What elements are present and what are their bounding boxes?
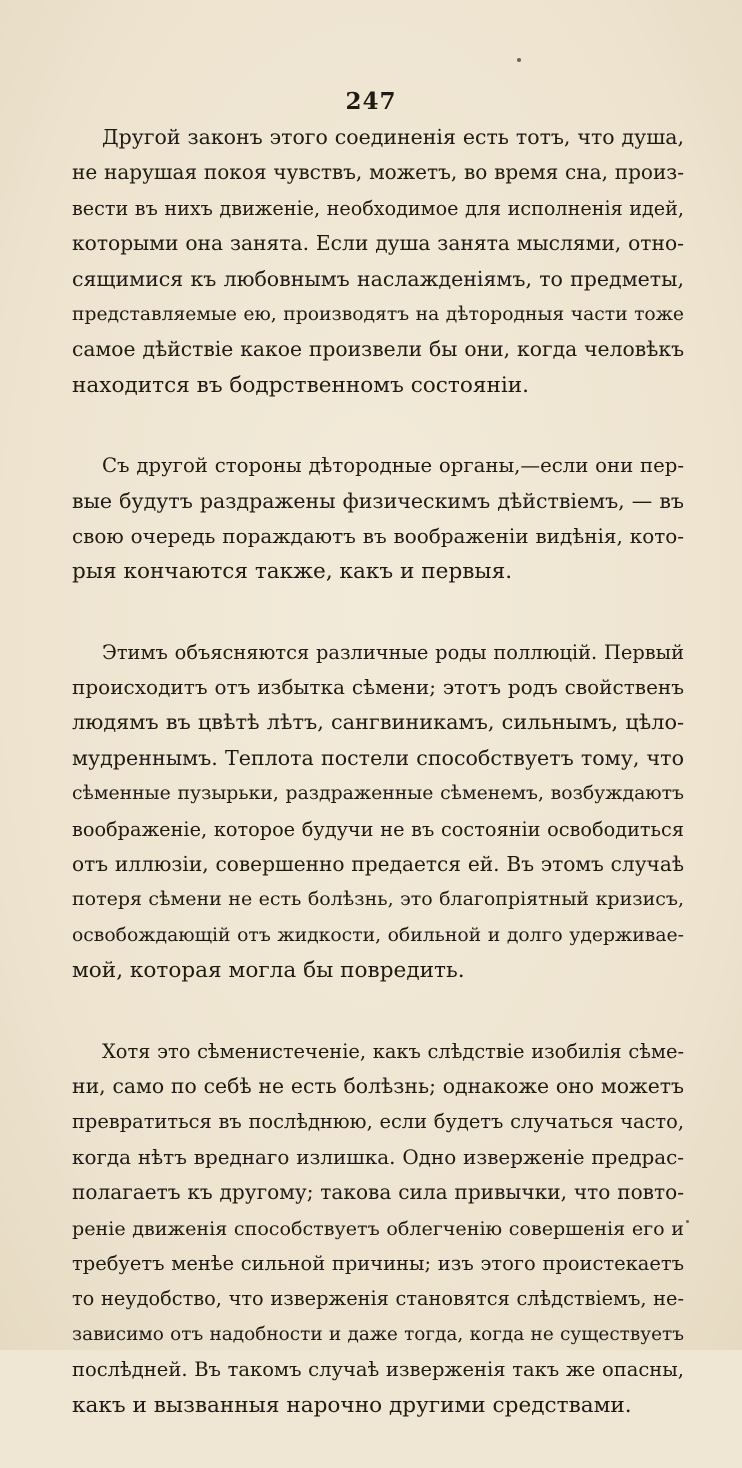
text-line: находится въ бодрственномъ состояніи. bbox=[72, 372, 530, 398]
text-line: когда нѣтъ вреднаго излишка. Одно изверженіе предрас- bbox=[72, 1145, 684, 1169]
text-line: превратиться въ послѣднюю, если будетъ случаться часто, bbox=[72, 1110, 684, 1134]
text-line: вести въ нихъ движеніе, необходимое для исполненія идей, bbox=[72, 196, 684, 220]
text-line: мудреннымъ. Теплота постели способствуетъ тому, что bbox=[72, 745, 684, 770]
text-line: людямъ въ цвѣтѣ лѣтъ, сангвиникамъ, сильнымъ, цѣло- bbox=[72, 710, 684, 735]
text-line: сящимися къ любовнымъ наслажденіямъ, то предметы, bbox=[72, 266, 684, 291]
text-line: мой, которая могла бы повредить. bbox=[72, 958, 465, 984]
text-line: происходитъ отъ избытка сѣмени; этотъ родъ свойственъ bbox=[72, 675, 684, 700]
page-body bbox=[72, 120, 684, 1468]
text-line: Этимъ объясняются различные роды поллюцій. Первый bbox=[102, 640, 684, 664]
text-line: какъ и вызванныя нарочно другими средствами. bbox=[72, 1392, 632, 1418]
paragraph-3 bbox=[72, 635, 684, 989]
text-line: потеря сѣмени не есть болѣзнь, это благопріятный кризисъ, bbox=[72, 888, 684, 911]
text-line: представляемые ею, производятъ на дѣтородныя части тоже bbox=[72, 303, 684, 325]
text-line: Другой законъ этого соединенія есть тотъ, что душа, bbox=[102, 125, 684, 149]
text-line: зависимо отъ надобности и даже тогда, когда не существуетъ bbox=[72, 1323, 684, 1345]
text-line: реніе движенія способствуетъ облегченію совершенія его и bbox=[72, 1216, 684, 1240]
text-line: послѣдней. Въ такомъ случаѣ изверженія такъ же опасны, bbox=[72, 1358, 684, 1382]
text-line: рыя кончаются также, какъ и первыя. bbox=[72, 559, 513, 585]
paragraph-1 bbox=[72, 120, 684, 403]
text-line: освобождающій отъ жидкости, обильной и долго удерживае- bbox=[72, 924, 684, 946]
text-line: то неудобство, что изверженія становятся слѣдствіемъ, не- bbox=[72, 1287, 684, 1311]
text-line: самое дѣйствіе какое произвели бы они, когда человѣкъ bbox=[72, 337, 684, 362]
text-line: вые будутъ раздражены физическимъ дѣйствіемъ, — въ bbox=[72, 488, 684, 513]
paragraph-4 bbox=[72, 1034, 684, 1423]
text-line: не нарушая покоя чувствъ, можетъ, во время сна, произ- bbox=[72, 160, 684, 185]
paper-speck bbox=[517, 58, 521, 62]
page-number: 247 bbox=[345, 88, 397, 115]
text-line: Съ другой стороны дѣтородные органы,—если они пер- bbox=[102, 454, 684, 478]
text-line: полагаетъ къ другому; такова сила привычки, что повто- bbox=[72, 1180, 684, 1205]
text-line: ни, само по себѣ не есть болѣзнь; однакоже оно можетъ bbox=[72, 1073, 684, 1098]
text-line: требуетъ менѣе сильной причины; изъ этого проистекаетъ bbox=[72, 1251, 684, 1275]
text-line: Хотя это сѣменистеченіе, какъ слѣдствіе изобилія сѣме- bbox=[102, 1039, 684, 1063]
paragraph-2 bbox=[72, 448, 684, 590]
text-line: отъ иллюзіи, совершенно предается ей. Въ этомъ случаѣ bbox=[72, 852, 684, 877]
text-line: воображеніе, которое будучи не въ состояніи освободиться bbox=[72, 817, 684, 841]
text-line: свою очередь пораждаютъ въ воображеніи видѣнія, кото- bbox=[72, 523, 684, 548]
text-line: которыми она занята. Если душа занята мыслями, отно- bbox=[72, 231, 684, 256]
paper-speck bbox=[686, 1220, 689, 1223]
text-line: сѣменные пузырьки, раздраженные сѣменемъ, возбуждаютъ bbox=[72, 783, 684, 805]
